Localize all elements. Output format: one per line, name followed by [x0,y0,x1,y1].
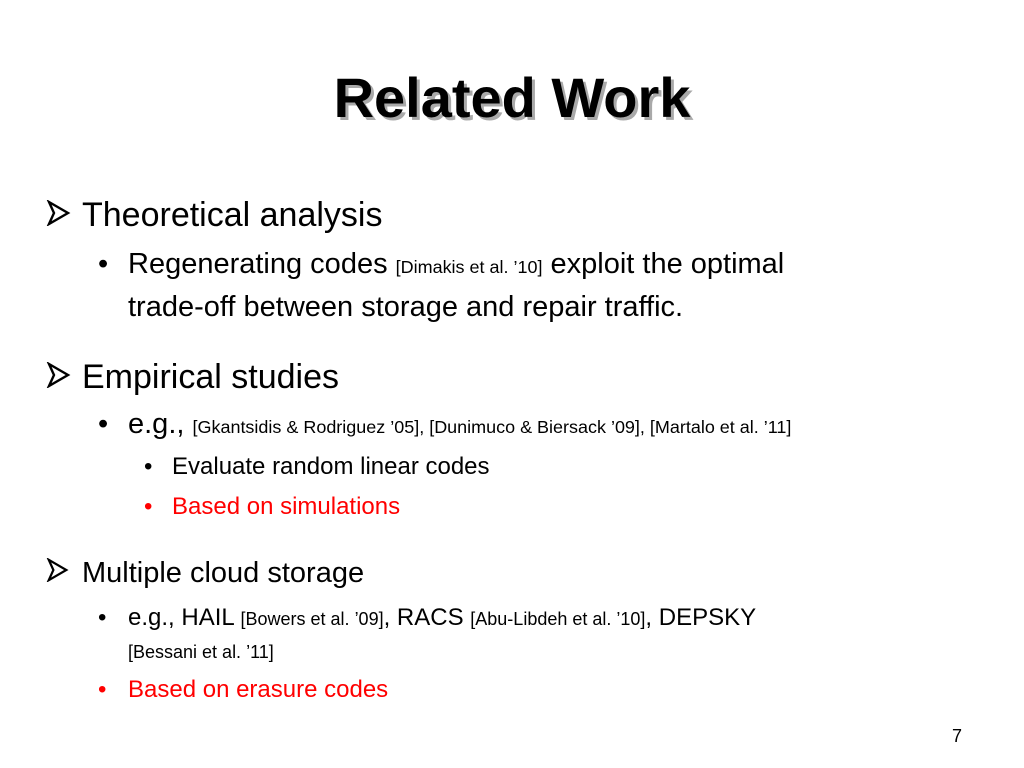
item-text: e.g., [128,408,185,440]
item-text: e.g., HAIL [128,604,234,631]
citation: [Gkantsidis & Rodriguez ’05], [Dunimuco & Biersack ’09], [Martalo et al. ’11] [192,417,792,437]
list-item [98,404,986,447]
slide-title: Related Work [333,66,691,129]
citation: [Abu-Libdeh et al. ’10] [470,609,646,629]
section-heading-text: Empirical studies [82,358,339,396]
bullet-dot-icon: • [144,493,153,520]
item-text: Based on erasure codes [128,676,389,703]
bullet-dot-icon: • [98,676,107,703]
section-multiple-cloud-storage [46,554,986,708]
list-item [98,672,986,708]
arrow-bullet-icon [46,362,82,388]
page-number: 7 [951,726,962,746]
item-text: Evaluate random linear codes [172,453,490,480]
list-item [144,487,986,527]
list-item [98,244,986,327]
list-item [98,602,986,668]
section-heading [46,554,986,592]
section-heading [46,194,986,236]
citation: [Bowers et al. ’09] [240,609,384,629]
citation: [Bessani et al. ’11] [128,642,274,662]
section-heading-text: Multiple cloud storage [82,557,365,589]
section-empirical-studies [46,356,986,527]
item-text: Based on simulations [172,493,401,520]
list-item [144,447,986,487]
item-text: , RACS [383,604,464,631]
item-text: exploit the optimal [550,248,785,280]
arrow-bullet-icon [46,200,82,226]
bullet-dot-icon: • [98,248,109,280]
item-text: Regenerating codes [128,248,388,280]
section-heading-text: Theoretical analysis [82,196,383,234]
item-text: trade-off between storage and repair traffic. [128,291,684,323]
bullet-dot-icon: • [98,408,109,440]
citation: [Dimakis et al. ’10] [395,257,543,277]
item-text: , DEPSKY [645,604,757,631]
section-theoretical-analysis [46,194,986,327]
bullet-dot-icon: • [144,453,153,480]
arrow-bullet-icon [46,558,82,582]
bullet-dot-icon: • [98,604,107,631]
section-heading [46,356,986,398]
